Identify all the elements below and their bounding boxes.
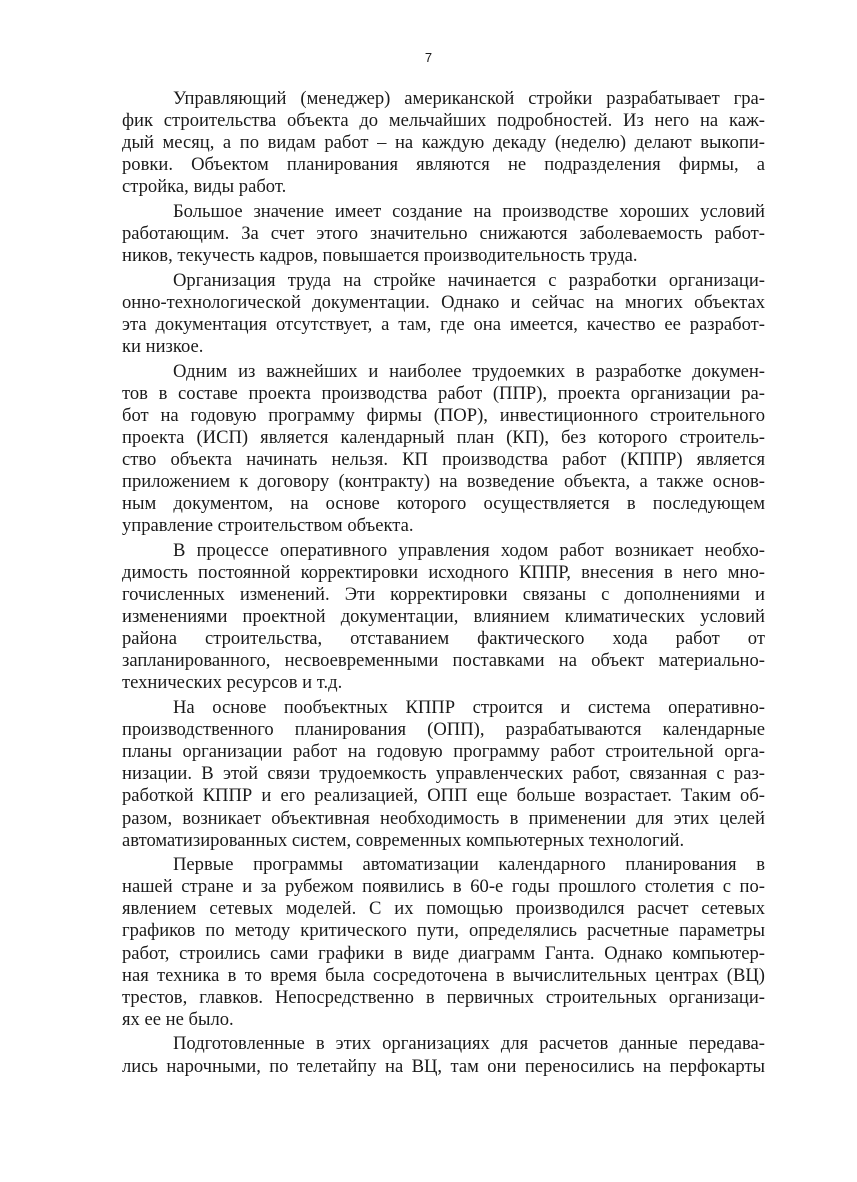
text-line: ки низкое. (122, 336, 204, 358)
text-line: Подготовленные в этих организациях для расчетов данные передава- (173, 1033, 765, 1055)
text-line: запланированного, несвоевременными поставками на объект материально- (122, 650, 765, 672)
text-line: управление строительством объекта. (122, 515, 414, 537)
text-line: изменениями проектной документации, влиянием климатических условий (122, 606, 765, 628)
text-line: явлением сетевых моделей. С их помощью производился расчет сетевых (122, 898, 765, 920)
text-line: технических ресурсов и т.д. (122, 672, 343, 694)
text-line: эта документация отсутствует, а там, где она имеется, качество ее разработ- (122, 313, 765, 335)
text-line: приложением к договору (контракту) на возведение объекта, а также основ- (122, 471, 765, 493)
paragraph (122, 88, 765, 198)
text-line: Большое значение имеет создание на производстве хороших условий (173, 200, 765, 222)
text-line: разом, возникает объективная необходимость в применении для этих целей (122, 807, 765, 829)
paragraph (122, 854, 765, 1031)
text-line: низации. В этой связи трудоемкость управленческих работ, связанная с раз- (122, 763, 765, 785)
text-line: автоматизированных систем, современных компьютерных технологий. (122, 829, 685, 851)
text-line: дый месяц, а по видам работ – на каждую декаду (неделю) делают выкопи- (122, 132, 765, 154)
text-line: проекта (ИСП) является календарный план (КП), без которого строитель- (122, 426, 765, 448)
text-line: онно-технологической документации. Однако и сейчас на многих объектах (122, 291, 765, 313)
text-line: ников, текучесть кадров, повышается производительность труда. (122, 245, 638, 267)
text-line: гочисленных изменений. Эти корректировки связаны с дополнениями и (122, 584, 765, 606)
text-line: работающим. За счет этого значительно снижаются заболеваемость работ- (122, 223, 765, 245)
page-number: 7 (424, 50, 433, 65)
text-line: Первые программы автоматизации календарного планирования в (173, 854, 765, 876)
text-line: ство объекта начинать нельзя. КП производства работ (КППР) является (122, 449, 765, 470)
paragraph (122, 1033, 765, 1077)
text-line: графиков по методу критического пути, определялись расчетные параметры (122, 920, 765, 942)
text-line: димость постоянной корректировки исходного КППР, внесения в него мно- (122, 561, 765, 583)
text-line: лись нарочными, по телетайпу на ВЦ, там они переносились на перфокарты (122, 1055, 765, 1077)
text-line: стройка, виды работ. (122, 176, 287, 198)
text-line: района строительства, отставанием фактического хода работ от (122, 628, 765, 650)
paragraph (122, 361, 765, 538)
text-line: Управляющий (менеджер) американской стройки разрабатывает гра- (173, 88, 765, 109)
paragraph (122, 201, 765, 267)
text-line: В процессе оперативного управления ходом работ возникает необхо- (173, 539, 765, 561)
paragraph (122, 697, 765, 852)
text-line: ная техника в то время была сосредоточена в вычислительных центрах (ВЦ) (122, 964, 765, 986)
text-line: бот на годовую программу фирмы (ПОР), инвестиционного строительного (122, 404, 765, 426)
text-line: На основе пообъектных КППР строится и система оперативно- (173, 697, 765, 719)
text-line: работ, строились сами графики в виде диаграмм Ганта. Однако компьютер- (122, 942, 765, 964)
text-line: Организация труда на стройке начинается с разработки организаци- (173, 269, 765, 291)
text-line: Одним из важнейших и наиболее трудоемких в разработке докумен- (173, 360, 765, 382)
text-line: ях ее не было. (122, 1008, 234, 1030)
document-body (122, 88, 765, 1080)
text-line: планы организации работ на годовую программу работ строительной орга- (122, 741, 765, 763)
text-line: ным документом, на основе которого осуществляется в последующем (122, 493, 765, 515)
paragraph (122, 270, 765, 358)
paragraph (122, 540, 765, 695)
text-line: работкой КППР и его реализацией, ОПП еще больше возрастает. Таким об- (122, 785, 765, 807)
text-line: производственного планирования (ОПП), разрабатываются календарные (122, 719, 765, 741)
text-line: фик строительства объекта до мельчайших подробностей. Из него на каж- (122, 110, 765, 132)
text-line: трестов, главков. Непосредственно в первичных строительных организаци- (122, 986, 765, 1008)
text-line: тов в составе проекта производства работ (ППР), проекта организации ра- (122, 382, 765, 404)
text-line: нашей стране и за рубежом появились в 60-е годы прошлого столетия с по- (122, 876, 765, 898)
text-line: ровки. Объектом планирования являются не подразделения фирмы, а (122, 154, 765, 176)
